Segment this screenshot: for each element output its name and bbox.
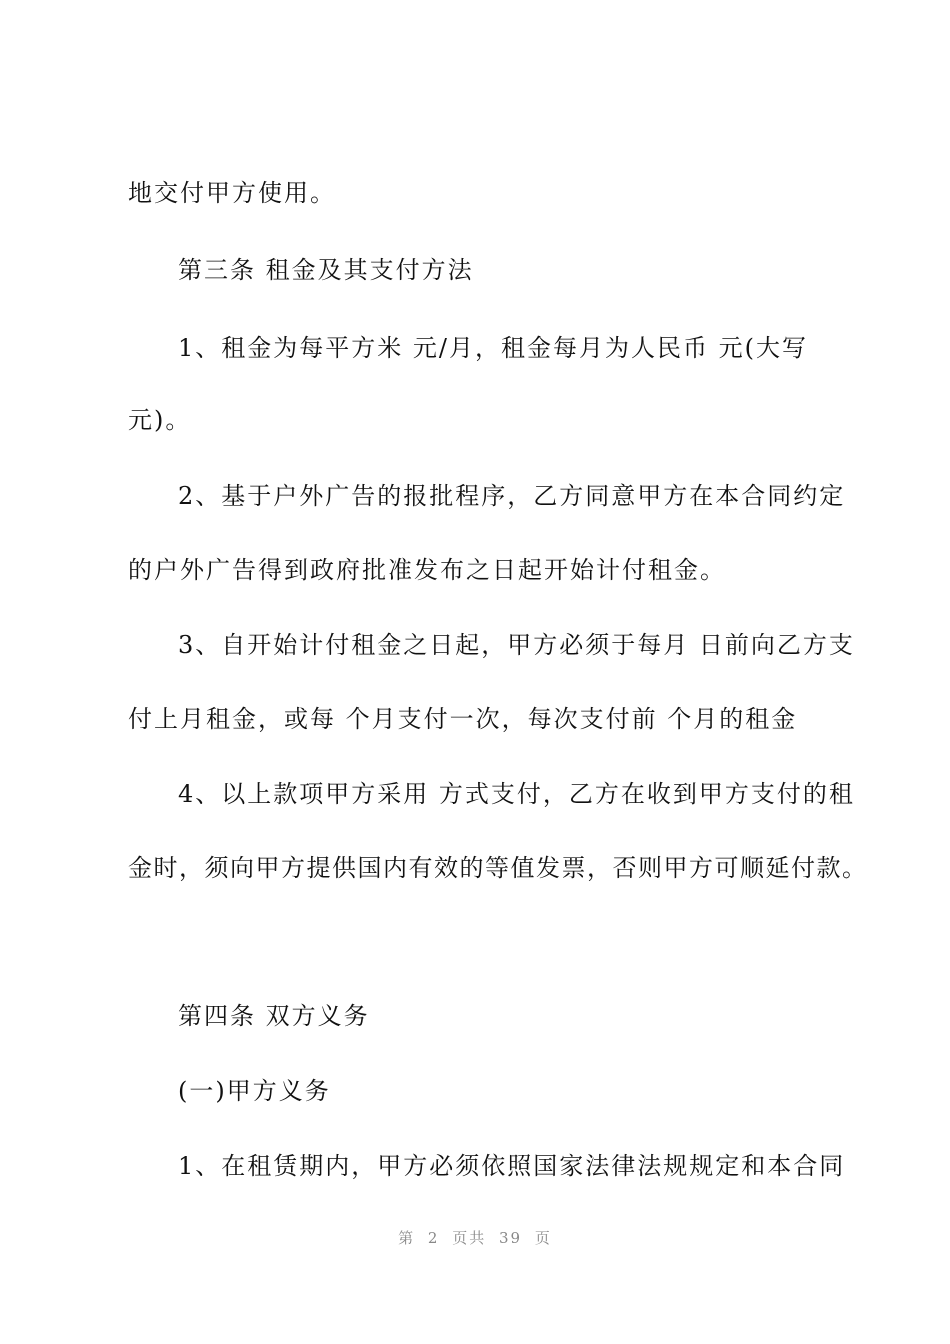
clause-3-1-line-1: 1、租金为每平方米 元/月，租金每月为人民币 元(大写 bbox=[178, 334, 808, 362]
article-3-heading: 第三条 租金及其支付方法 bbox=[178, 256, 474, 284]
clause-3-3-line-2: 付上月租金，或每 个月支付一次，每次支付前 个月的租金 bbox=[128, 705, 798, 733]
text-line-delivery: 地交付甲方使用。 bbox=[128, 179, 336, 207]
clause-3-4-line-1: 4、以上款项甲方采用 方式支付，乙方在收到甲方支付的租 bbox=[178, 780, 855, 808]
clause-3-2-line-1: 2、基于户外广告的报批程序，乙方同意甲方在本合同约定 bbox=[178, 482, 846, 510]
clause-3-1-line-2: 元)。 bbox=[128, 406, 192, 434]
page-number-footer: 第 2 页共 39 页 bbox=[398, 1229, 552, 1247]
article-4-heading: 第四条 双方义务 bbox=[178, 1002, 370, 1030]
clause-3-2-line-2: 的户外广告得到政府批准发布之日起开始计付租金。 bbox=[128, 556, 726, 584]
section-party-a-heading: (一)甲方义务 bbox=[178, 1077, 331, 1105]
clause-3-3-line-1: 3、自开始计付租金之日起，甲方必须于每月 日前向乙方支 bbox=[178, 631, 855, 659]
clause-4-1-line-1: 1、在租赁期内，甲方必须依照国家法律法规规定和本合同 bbox=[178, 1152, 846, 1180]
clause-3-4-line-2: 金时，须向甲方提供国内有效的等值发票，否则甲方可顺延付款。 bbox=[128, 854, 868, 882]
